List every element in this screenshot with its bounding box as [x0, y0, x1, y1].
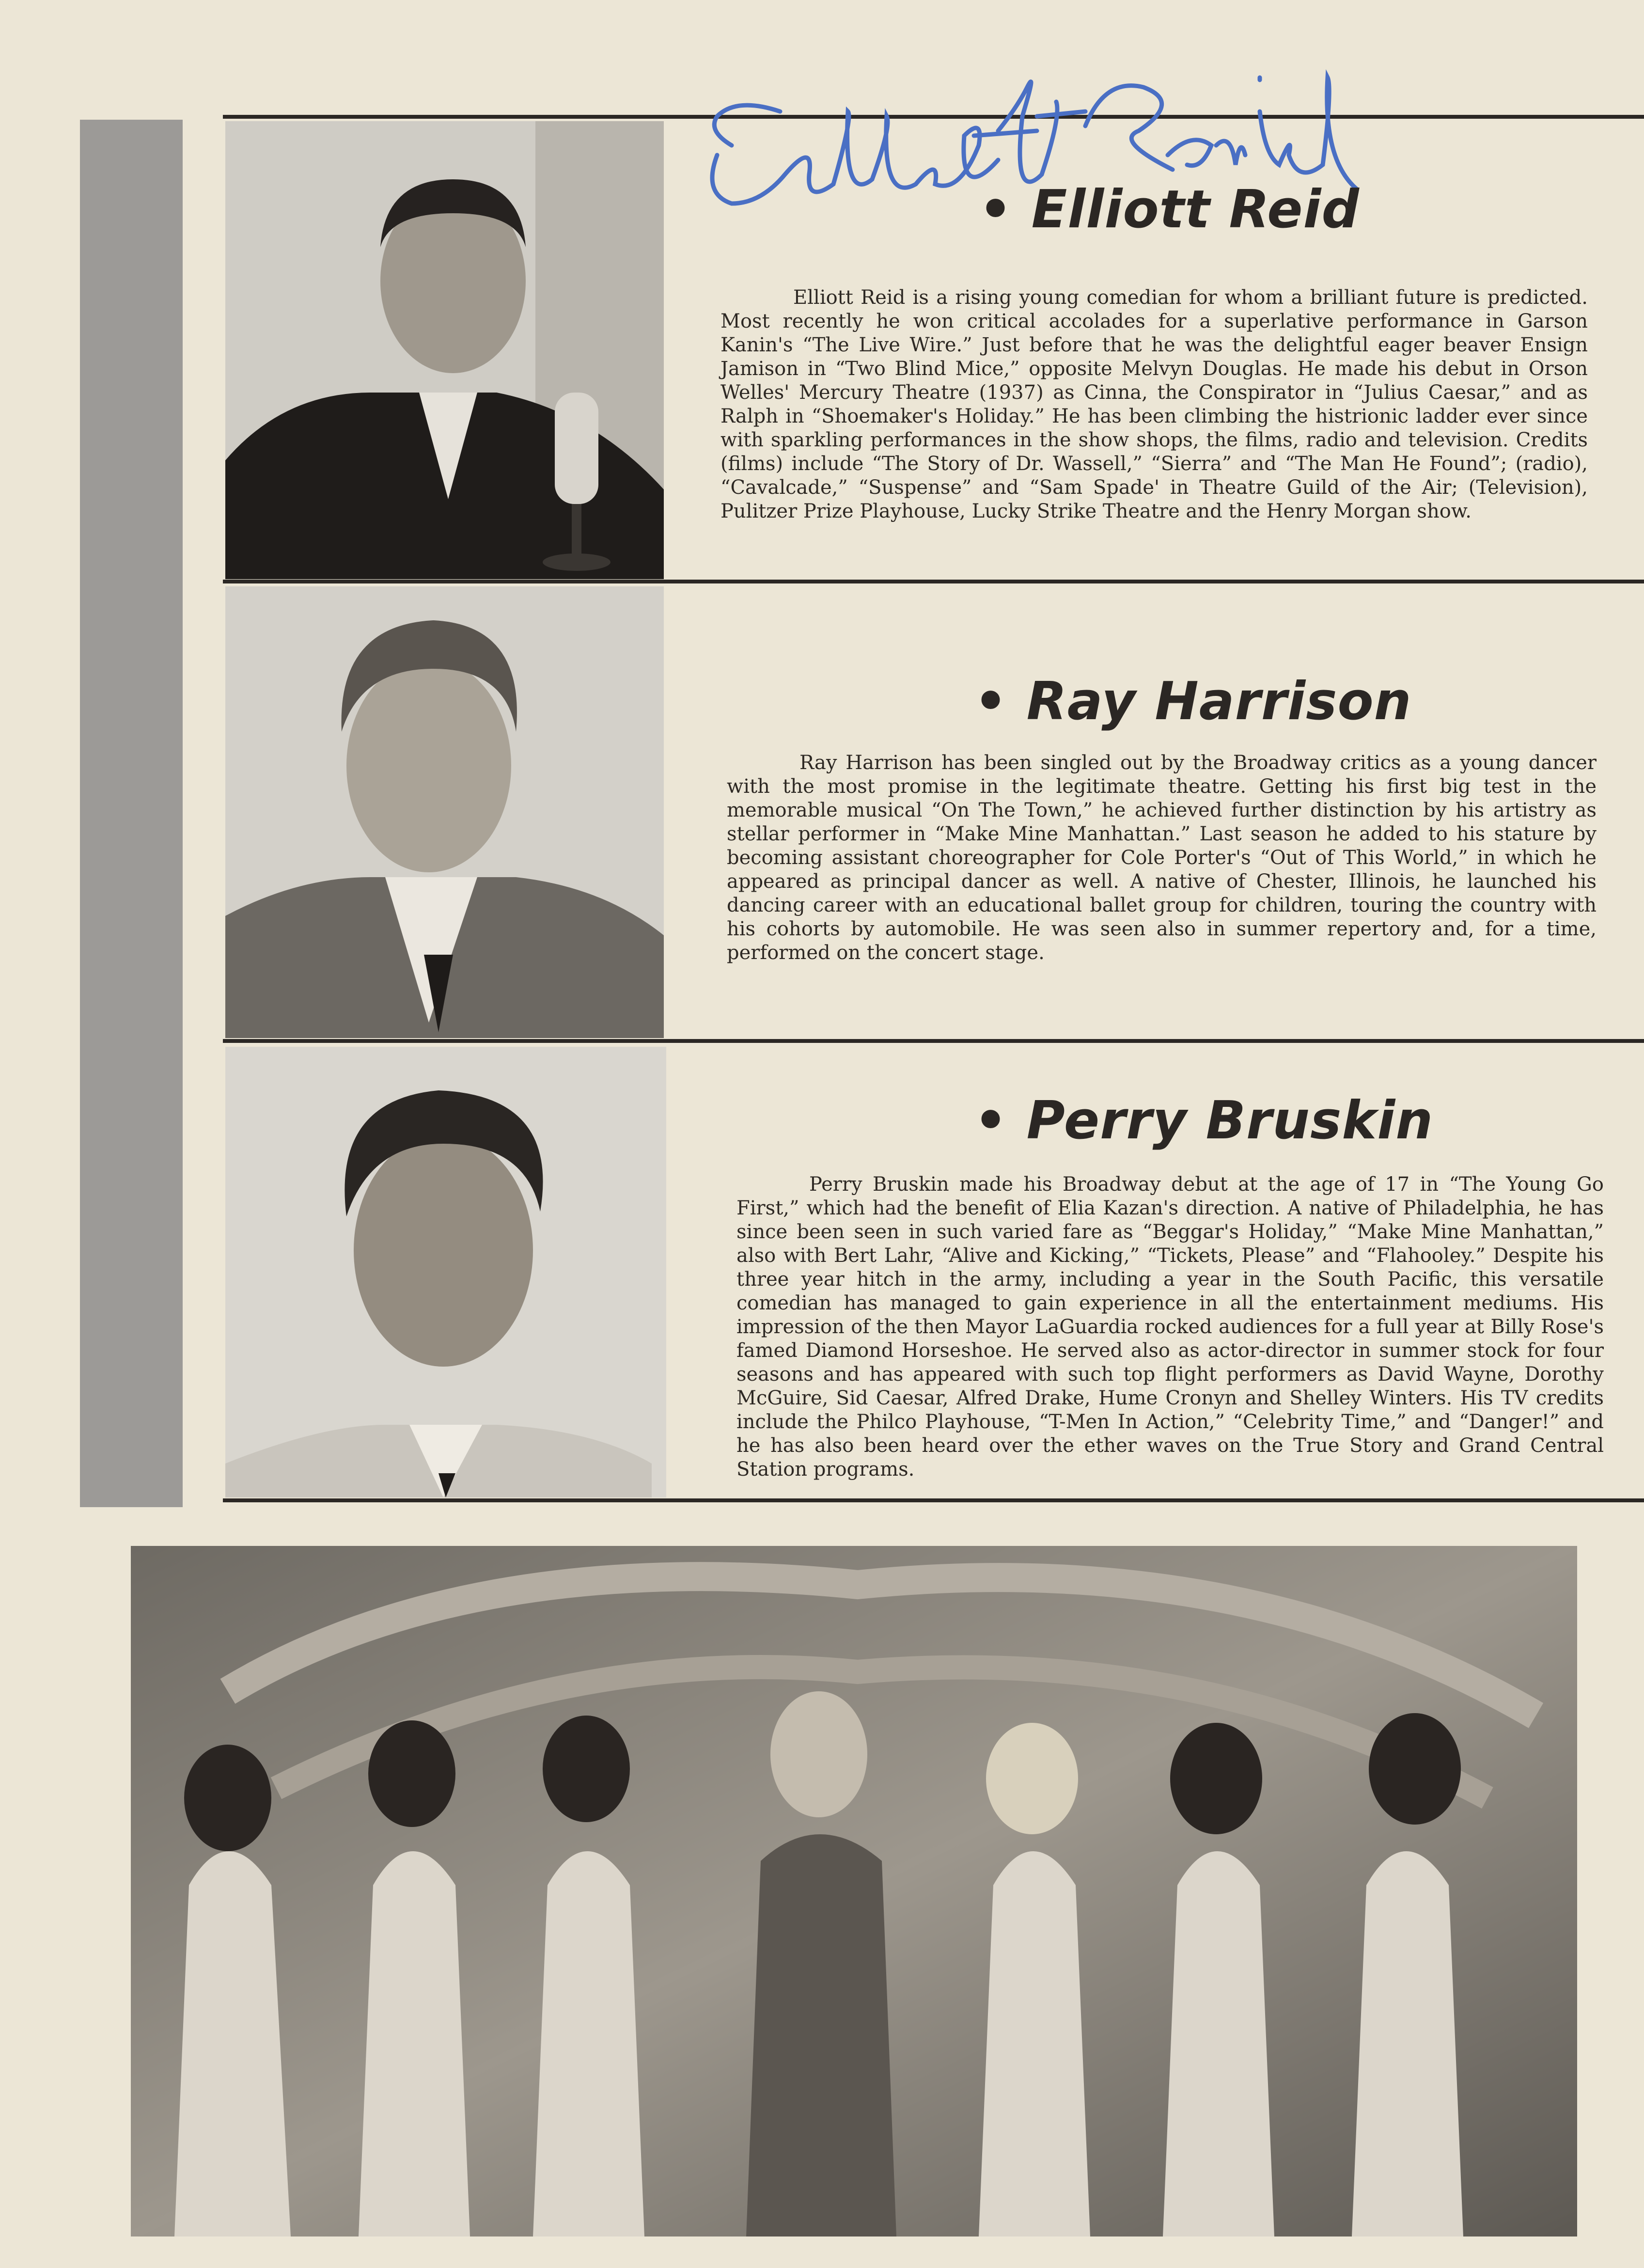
group-photo — [131, 1546, 1577, 2236]
perry-bruskin-bio: Perry Bruskin made his Broadway debut at the age of 17 in “The Young Go First,” which had the benefit of Elia Kazan's direction. A native of Philadelphia, he has since been seen in such varied fare as “Beggar's Holiday,” “Make Mine Manhattan,” also with Bert Lahr, “Alive and Kicking,” “Tickets, Please” and “Flahooley.” Despite his three year hitch in the army, including a year in the South Pacific, this versatile comedian has managed to gain experience in all the entertainment mediums. His impression of the then Mayor LaGuardia rocked audiences for a full year at Billy Rose's famed Diamond Horseshoe. He served also as actor-director in summer stock for four seasons and has appeared with such top flight performers as David Wayne, Dorothy McGuire, Sid Caesar, Alfred Drake, Hume Cronyn and Shelley Winters. His TV credits include the Philco Playhouse, “T-Men In Action,” “Celebrity Time,” and “Danger!” and he has also been heard over the ether waves on the True Story and Grand Central Station programs. — [736, 1173, 1604, 1480]
perry-bruskin-photo — [225, 1047, 666, 1497]
divider-bottom — [223, 1498, 1644, 1502]
elliott-reid-bio: Elliott Reid is a rising young comedian for whom a brilliant future is predicted. Most recently he won critical accolades for a superlative performance in Garson Kanin's “The Live Wire.” Just before that he was the delightful eager beaver Ensign Jamison in “Two Blind Mice,” opposite Melvyn Douglas. He made his debut in Orson Welles' Mercury Theatre (1937) as Cinna, the Conspirator in “Julius Caesar,” and as Ralph in “Shoemaker's Holiday.” He has been climbing the histrionic ladder ever since with sparkling performances in the show shops, the films, radio and television. Credits (films) include “The Story of Dr. Wassell,” “Sierra” and “The Man He Found”; (radio), “Cavalcade,” “Suspense” and “Sam Spade' in Theatre Guild of the Air; (Television), Pulitzer Prize Playhouse, Lucky Strike Theatre and the Henry Morgan show. — [720, 286, 1588, 522]
perry-bruskin-name: • Perry Bruskin — [974, 1090, 1434, 1151]
bullet-dot: • — [974, 671, 1027, 732]
ray-harrison-name: • Ray Harrison — [974, 671, 1412, 732]
ray-harrison-photo — [225, 586, 664, 1038]
elliott-reid-photo — [225, 121, 664, 579]
bullet-dot: • — [979, 179, 1032, 240]
divider-1 — [223, 580, 1644, 583]
elliott-reid-name: • Elliott Reid — [979, 179, 1360, 240]
ray-harrison-bio: Ray Harrison has been singled out by the Broadway critics as a young dancer with the most promise in the legitimate theatre. Getting his first big test in the memorable musical “On The Town,” he achieved further distinction by his artistry as stellar performer in “Make Mine Manhattan.” Last season he added to his stature by becoming assistant choreographer for Cole Porter's “Out of This World,” in which he appeared as principal dancer as well. A native of Chester, Illinois, he launched his dancing career with an educational ballet group for children, touring the country with his cohorts by automobile. He was seen also in summer repertory and, for a time, performed on the concert stage. — [727, 752, 1597, 964]
sidebar-bar — [80, 120, 183, 1507]
divider-2 — [223, 1039, 1644, 1043]
bullet-dot: • — [974, 1090, 1027, 1151]
